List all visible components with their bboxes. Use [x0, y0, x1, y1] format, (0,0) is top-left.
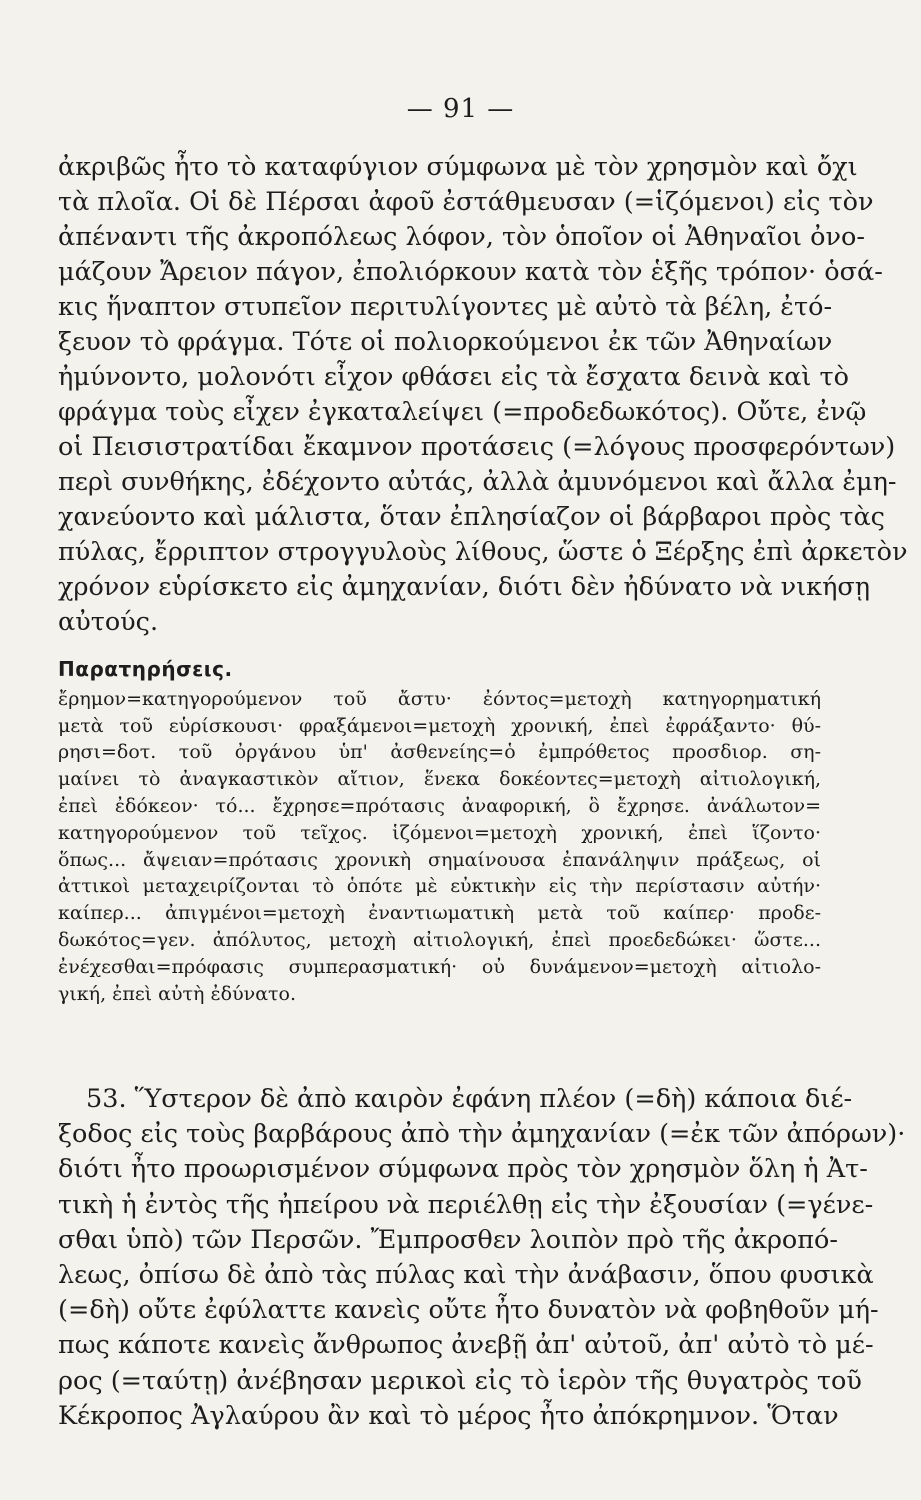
text-line: ξοδος εἰς τοὺς βαρβάρους ἀπὸ τὴν ἀμηχανίαν (=ἐκ τῶν ἀπόρων)· [58, 1119, 906, 1150]
note-line: ἐπεὶ ἐδόκεον· τό... ἔχρησε=πρότασις ἀναφορική, ὃ ἔχρησε. ἀνάλωτον= [58, 794, 821, 817]
text-line: σθαι ὑπὸ) τῶν Περσῶν. Ἔμπροσθεν λοιπὸν πρὸ τῆς ἀκροπό- [58, 1224, 839, 1255]
main-paragraph [58, 150, 908, 640]
note-line: δωκότος=γεν. ἀπόλυτος, μετοχὴ αἰτιολογική, ἐπεὶ προεδεδώκει· ὥστε... [58, 928, 821, 951]
text-line: περὶ συνθήκης, ἐδέχοντο αὐτάς, ἀλλὰ ἀμυνόμενοι καὶ ἄλλα ἐμη- [58, 467, 897, 497]
text-line: οἱ Πεισιστρατίδαι ἔκαμνον προτάσεις (=λόγους προσφερόντων) [58, 432, 896, 462]
note-line: ὅπως... ἄψειαν=πρότασις χρονικὴ σημαίνουσα ἐπανάληψιν πράξεως, οἱ [58, 848, 821, 871]
notes-section [58, 656, 821, 1007]
text-line: μάζουν Ἄρειον πάγον, ἐπολιόρκουν κατὰ τὸν ἑξῆς τρόπον· ὁσά- [58, 257, 883, 287]
section-53-paragraph [58, 1082, 906, 1434]
note-line: καίπερ... ἀπιγμένοι=μετοχὴ ἐναντιωματικὴ μετὰ τοῦ καίπερ· προδε- [58, 902, 821, 925]
note-line: μαίνει τὸ ἀναγκαστικὸν αἴτιον, ἕνεκα δοκέοντες=μετοχὴ αἰτιολογική, [58, 768, 821, 791]
text-line: ρος (=ταύτῃ) ἀνέβησαν μερικοὶ εἰς τὸ ἱερὸν τῆς θυγατρὸς τοῦ [58, 1365, 862, 1396]
note-line: ἀττικοὶ μεταχειρίζονται τὸ ὁπότε μὲ εὐκτικὴν εἰς τὴν περίστασιν αὐτήν· [58, 875, 821, 898]
text-line: Κέκροπος Ἀγλαύρου ἂν καὶ τὸ μέρος ἦτο ἀπόκρημνον. Ὅταν [58, 1400, 839, 1431]
note-line: μετὰ τοῦ εὑρίσκουσι· φραξάμενοι=μετοχὴ χρονική, ἐπεὶ ἐφράξαντο· θύ- [58, 714, 821, 737]
note-line: κατηγορούμενον τοῦ τεῖχος. ἱζόμενοι=μετοχὴ χρονική, ἐπεὶ ἵζοντο· [58, 821, 821, 844]
note-line: ἐνέχεσθαι=πρόφασις συμπερασματική· οὐ δυνάμενον=μετοχὴ αἰτιολο- [58, 955, 821, 978]
text-line: αὐτούς. [58, 607, 159, 637]
text-line: ἀκριβῶς ἦτο τὸ καταφύγιον σύμφωνα μὲ τὸν χρησμὸν καὶ ὄχι [58, 152, 858, 182]
text-line: διότι ἦτο προωρισμένον σύμφωνα πρὸς τὸν χρησμὸν ὅλη ἡ Ἀτ- [58, 1154, 868, 1185]
text-line: πως κάποτε κανεὶς ἄνθρωπος ἀνεβῇ ἀπ' αὐτοῦ, ἀπ' αὐτὸ τὸ μέ- [58, 1330, 874, 1361]
note-line: γική, ἐπεὶ αὐτὴ ἐδύνατο. [58, 982, 297, 1005]
text-line: τὰ πλοῖα. Οἱ δὲ Πέρσαι ἀφοῦ ἐστάθμευσαν (=ἱζόμενοι) εἰς τὸν [58, 187, 874, 217]
text-line: κις ἥναπτον στυπεῖον περιτυλίγοντες μὲ αὐτὸ τὰ βέλη, ἐτό- [58, 292, 833, 322]
text-line: 53. Ὕστερον δὲ ἀπὸ καιρὸν ἐφάνη πλέον (=δὴ) κάποια διέ- [86, 1084, 853, 1114]
page-number: — 91 — [406, 94, 515, 124]
text-line: ἀπέναντι τῆς ἀκροπόλεως λόφον, τὸν ὁποῖον οἱ Ἀθηναῖοι ὀνο- [58, 222, 865, 252]
text-line: τικὴ ἡ ἐντὸς τῆς ἠπείρου νὰ περιέλθῃ εἰς τὴν ἐξουσίαν (=γένε- [58, 1189, 874, 1220]
note-line: ρησι=δοτ. τοῦ ὀργάνου ὑπ' ἀσθενείης=ὁ ἐμπρόθετος προσδιορ. ση- [58, 741, 821, 764]
text-line: ἠμύνοντο, μολονότι εἶχον φθάσει εἰς τὰ ἔσχατα δεινὰ καὶ τὸ [58, 362, 849, 392]
text-line: πύλας, ἔρριπτον στρογγυλοὺς λίθους, ὥστε ὁ Ξέρξης ἐπὶ ἀρκετὸν [58, 537, 908, 567]
note-line: ἔρημον=κατηγορούμενον τοῦ ἄστυ· ἐόντος=μετοχὴ κατηγορηματική [58, 687, 821, 710]
notes-heading: Παρατηρήσεις. [58, 657, 233, 681]
text-line: χανεύοντο καὶ μάλιστα, ὅταν ἐπλησίαζον οἱ βάρβαροι πρὸς τὰς [58, 502, 885, 532]
text-line: χρόνον εὑρίσκετο εἰς ἀμηχανίαν, διότι δὲν ἠδύνατο νὰ νικήσῃ [58, 572, 871, 602]
text-line: φράγμα τοὺς εἶχεν ἐγκαταλείψει (=προδεδωκότος). Οὔτε, ἐνῷ [58, 397, 867, 427]
text-line: (=δὴ) οὔτε ἐφύλαττε κανεὶς οὔτε ἦτο δυνατὸν νὰ φοβηθοῦν μή- [58, 1295, 879, 1326]
text-line: ξευον τὸ φράγμα. Τότε οἱ πολιορκούμενοι ἐκ τῶν Ἀθηναίων [58, 327, 833, 357]
text-line: λεως, ὀπίσω δὲ ἀπὸ τὰς πύλας καὶ τὴν ἀνάβασιν, ὅπου φυσικὰ [58, 1260, 874, 1291]
